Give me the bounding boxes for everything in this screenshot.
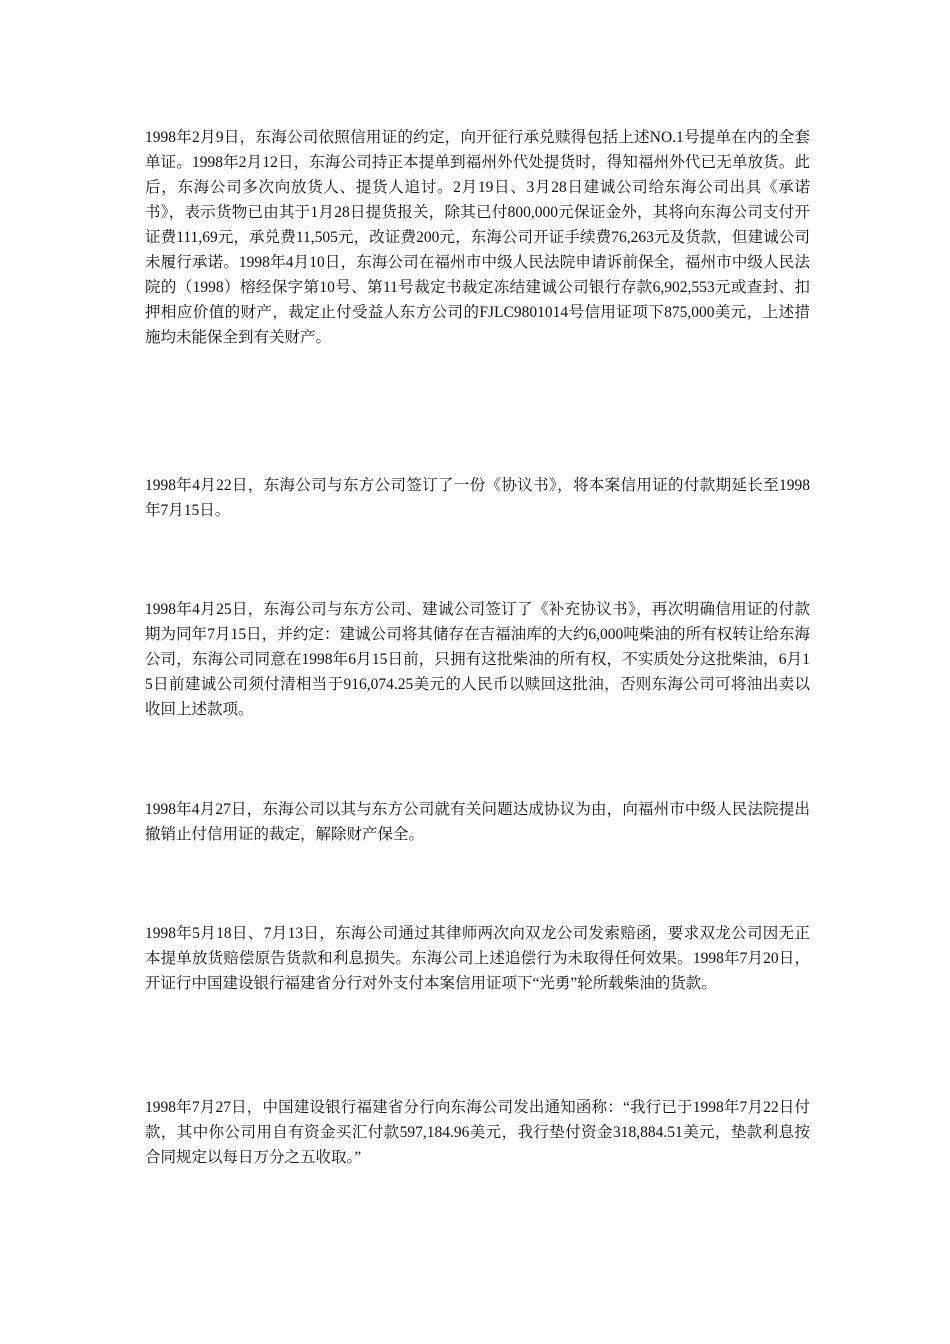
paragraph-3: 1998年4月25日，东海公司与东方公司、建诚公司签订了《补充协议书》，再次明确信用证的付款期为同年7月15日，并约定：建诚公司将其储存在吉福油库的大约6,000吨柴油的所有权转让给东海公司，东海公司同意在1998年6月15日前，只拥有这批柴油的所有权，不实质处分这批柴油，6月15日前建诚公司须付清相当于916,074.25美元的人民币以赎回这批油，否则东海公司可将油出卖以收回上述款项。: [145, 601, 810, 718]
paragraph-1: 1998年2月9日，东海公司依照信用证的约定，向开征行承兑赎得包括上述NO.1号提单在内的全套单证。1998年2月12日，东海公司持正本提单到福州外代处提货时，得知福州外代已无单放货。此后，东海公司多次向放货人、提货人追讨。2月19日、3月28日建诚公司给东海公司出具《承诺书》，表示货物已由其于1月28日提货报关，除其已付800,000元保证金外，其将向东海公司支付开证费111,69元，承兑费11,505元，改证费200元，东海公司开证手续费76,263元及货款，但建诚公司未履行承诺。1998年4月10日，东海公司在福州市中级人民法院申请诉前保全，福州市中级人民法院的（1998）榕经保字第10号、第11号裁定书裁定冻结建诚公司银行存款6,902,553元或查封、扣押相应价值的财产，裁定止付受益人东方公司的FJLC9801014号信用证项下875,000美元，上述措施均未能保全到有关财产。: [145, 129, 810, 346]
paragraph-2: 1998年4月22日，东海公司与东方公司签订了一份《协议书》，将本案信用证的付款期延长至1998年7月15日。: [145, 477, 810, 519]
paragraph-5: 1998年5月18日、7月13日，东海公司通过其律师两次向双龙公司发索赔函，要求双龙公司因无正本提单放货赔偿原告货款和利息损失。东海公司上述追偿行为未取得任何效果。1998年7月20日，开证行中国建设银行福建省分行对外支付本案信用证项下“光勇”轮所载柴油的货款。: [145, 925, 810, 992]
paragraph-6: 1998年7月27日，中国建设银行福建省分行向东海公司发出通知函称：“我行已于1998年7月22日付款，其中你公司用自有资金买汇付款597,184.96美元，我行垫付资金318,884.51美元，垫款利息按合同规定以每日万分之五收取。”: [145, 1099, 810, 1166]
paragraph-4: 1998年4月27日，东海公司以其与东方公司就有关问题达成协议为由，向福州市中级人民法院提出撤销止付信用证的裁定，解除财产保全。: [145, 801, 810, 843]
